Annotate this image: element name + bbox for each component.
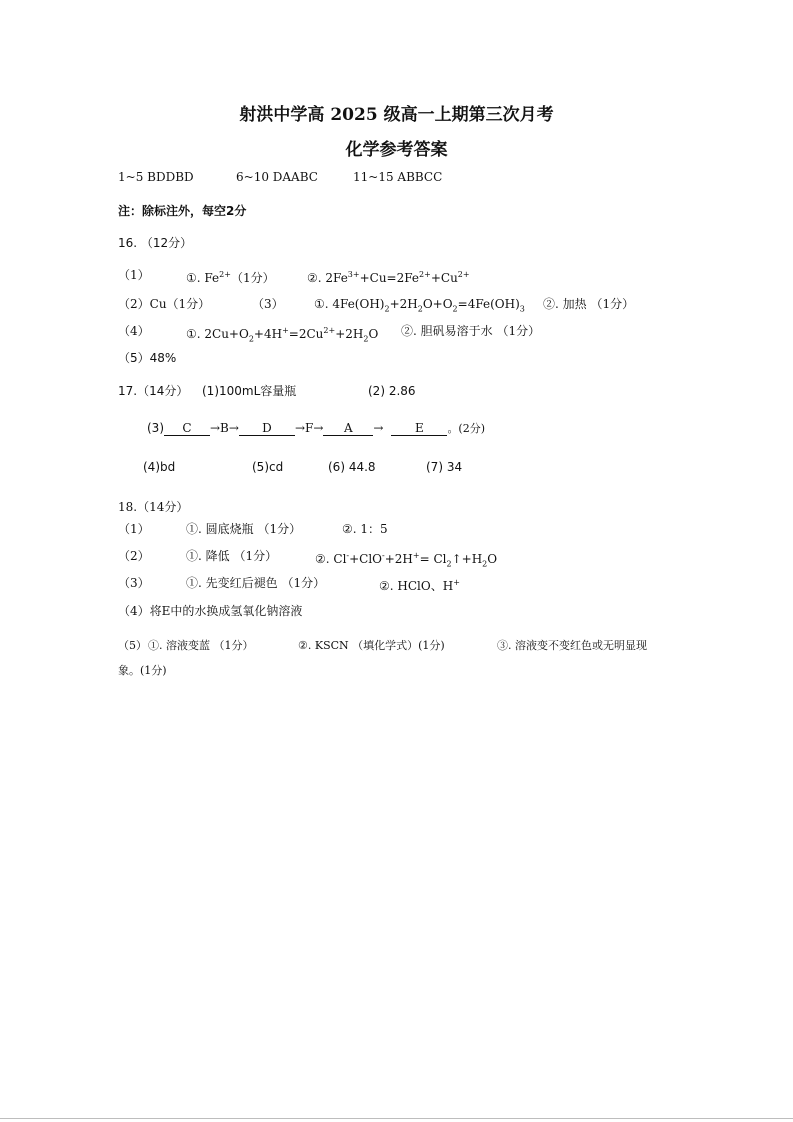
q16-heading: 16. （12分） [118,236,193,250]
q18-5-answer-b: ②. KSCN （填化学式）(1分) [298,639,445,652]
q16-3-answer-a: ①. $4Fe(OH)_2+2H_2O+O_2=4Fe(OH)_3$ [314,297,525,314]
q16-1-num: （1） [118,268,150,282]
q18-2-answer-a: ①. 降低 （1分） [186,549,278,563]
q16-3-answer-b: ②. 加热 （1分） [543,297,635,311]
mc-answers-1-5: 1~5 BDDBD [118,170,194,184]
q18-5-answer-a: ①. 溶液变蓝 （1分） [148,639,254,652]
page-bottom-divider [0,1118,793,1119]
q18-2-num: （2） [118,549,150,563]
q16-4-num: （4） [118,324,150,338]
q16-1-answer-a: ①. $Fe^{2+}(1$分） [186,270,275,285]
q16-2: （2）Cu（1分） [118,297,211,311]
q18-1-answer-b: ②. 1：5 [342,522,388,536]
q16-4-answer-b: ②. 胆矾易溶于水 （1分） [401,324,541,338]
q17-7: (7) 34 [426,460,463,474]
q16-line-1 [118,267,150,283]
q18-heading: 18.（14分） [118,500,189,514]
q18-1-num: （1） [118,522,150,536]
scoring-note: 注：除标注外，每空2分 [118,204,247,218]
q17-3-blank-1: C [164,421,210,436]
q18-5-num: （5） [118,639,147,652]
mc-answers-6-10: 6~10 DAABC [236,170,318,184]
q16-4-answer-a: ①. $2Cu+O_2+4H^+=2Cu^{2+}+2H_2O$ [186,326,379,344]
q18-3-num: （3） [118,576,150,590]
q17-6: (6) 44.8 [328,460,376,474]
q17-4: (4)bd [143,460,176,474]
q17-3-blank-3: A [323,421,373,436]
q17-2: (2) 2.86 [368,384,416,398]
q17-3-blank-2: D [239,421,295,436]
q18-3-answer-a: ①. 先变红后褪色 （1分） [186,576,326,590]
q17-1: (1)100mL容量瓶 [202,384,297,398]
q18-4: （4）将E中的水换成氢氧化钠溶液 [118,604,303,618]
q18-2-answer-b: ②. $Cl^-+ClO^-+2H^+= Cl_2↑+H_2O$ [315,551,498,569]
q18-3-answer-b: ②. HClO、H+ [379,578,460,593]
mc-answers-11-15: 11~15 ABBCC [353,170,443,184]
q17-3: (3) C →B→ D →F→ A → E 。(2分) [147,421,486,435]
q16-1-answer-b: ②. $2Fe^{3+}+Cu=2Fe^{2+}+Cu^{2+}$ [307,270,470,285]
q17-3-blank-4: E [391,421,447,436]
q17-5: (5)cd [252,460,284,474]
q16-5: （5）48% [118,351,177,365]
q16-3-num: （3） [252,297,284,311]
q18-5-answer-c-continued: 象。(1分) [118,664,167,677]
page-title: 射洪中学高 2025 级高一上期第三次月考 [239,105,554,125]
page-subtitle: 化学参考答案 [345,140,448,160]
q18-5-answer-c: ③. 溶液变不变红色或无明显现 [497,639,647,652]
q17-heading: 17.（14分） [118,384,189,398]
q18-1-answer-a: ①. 圆底烧瓶 （1分） [186,522,302,536]
